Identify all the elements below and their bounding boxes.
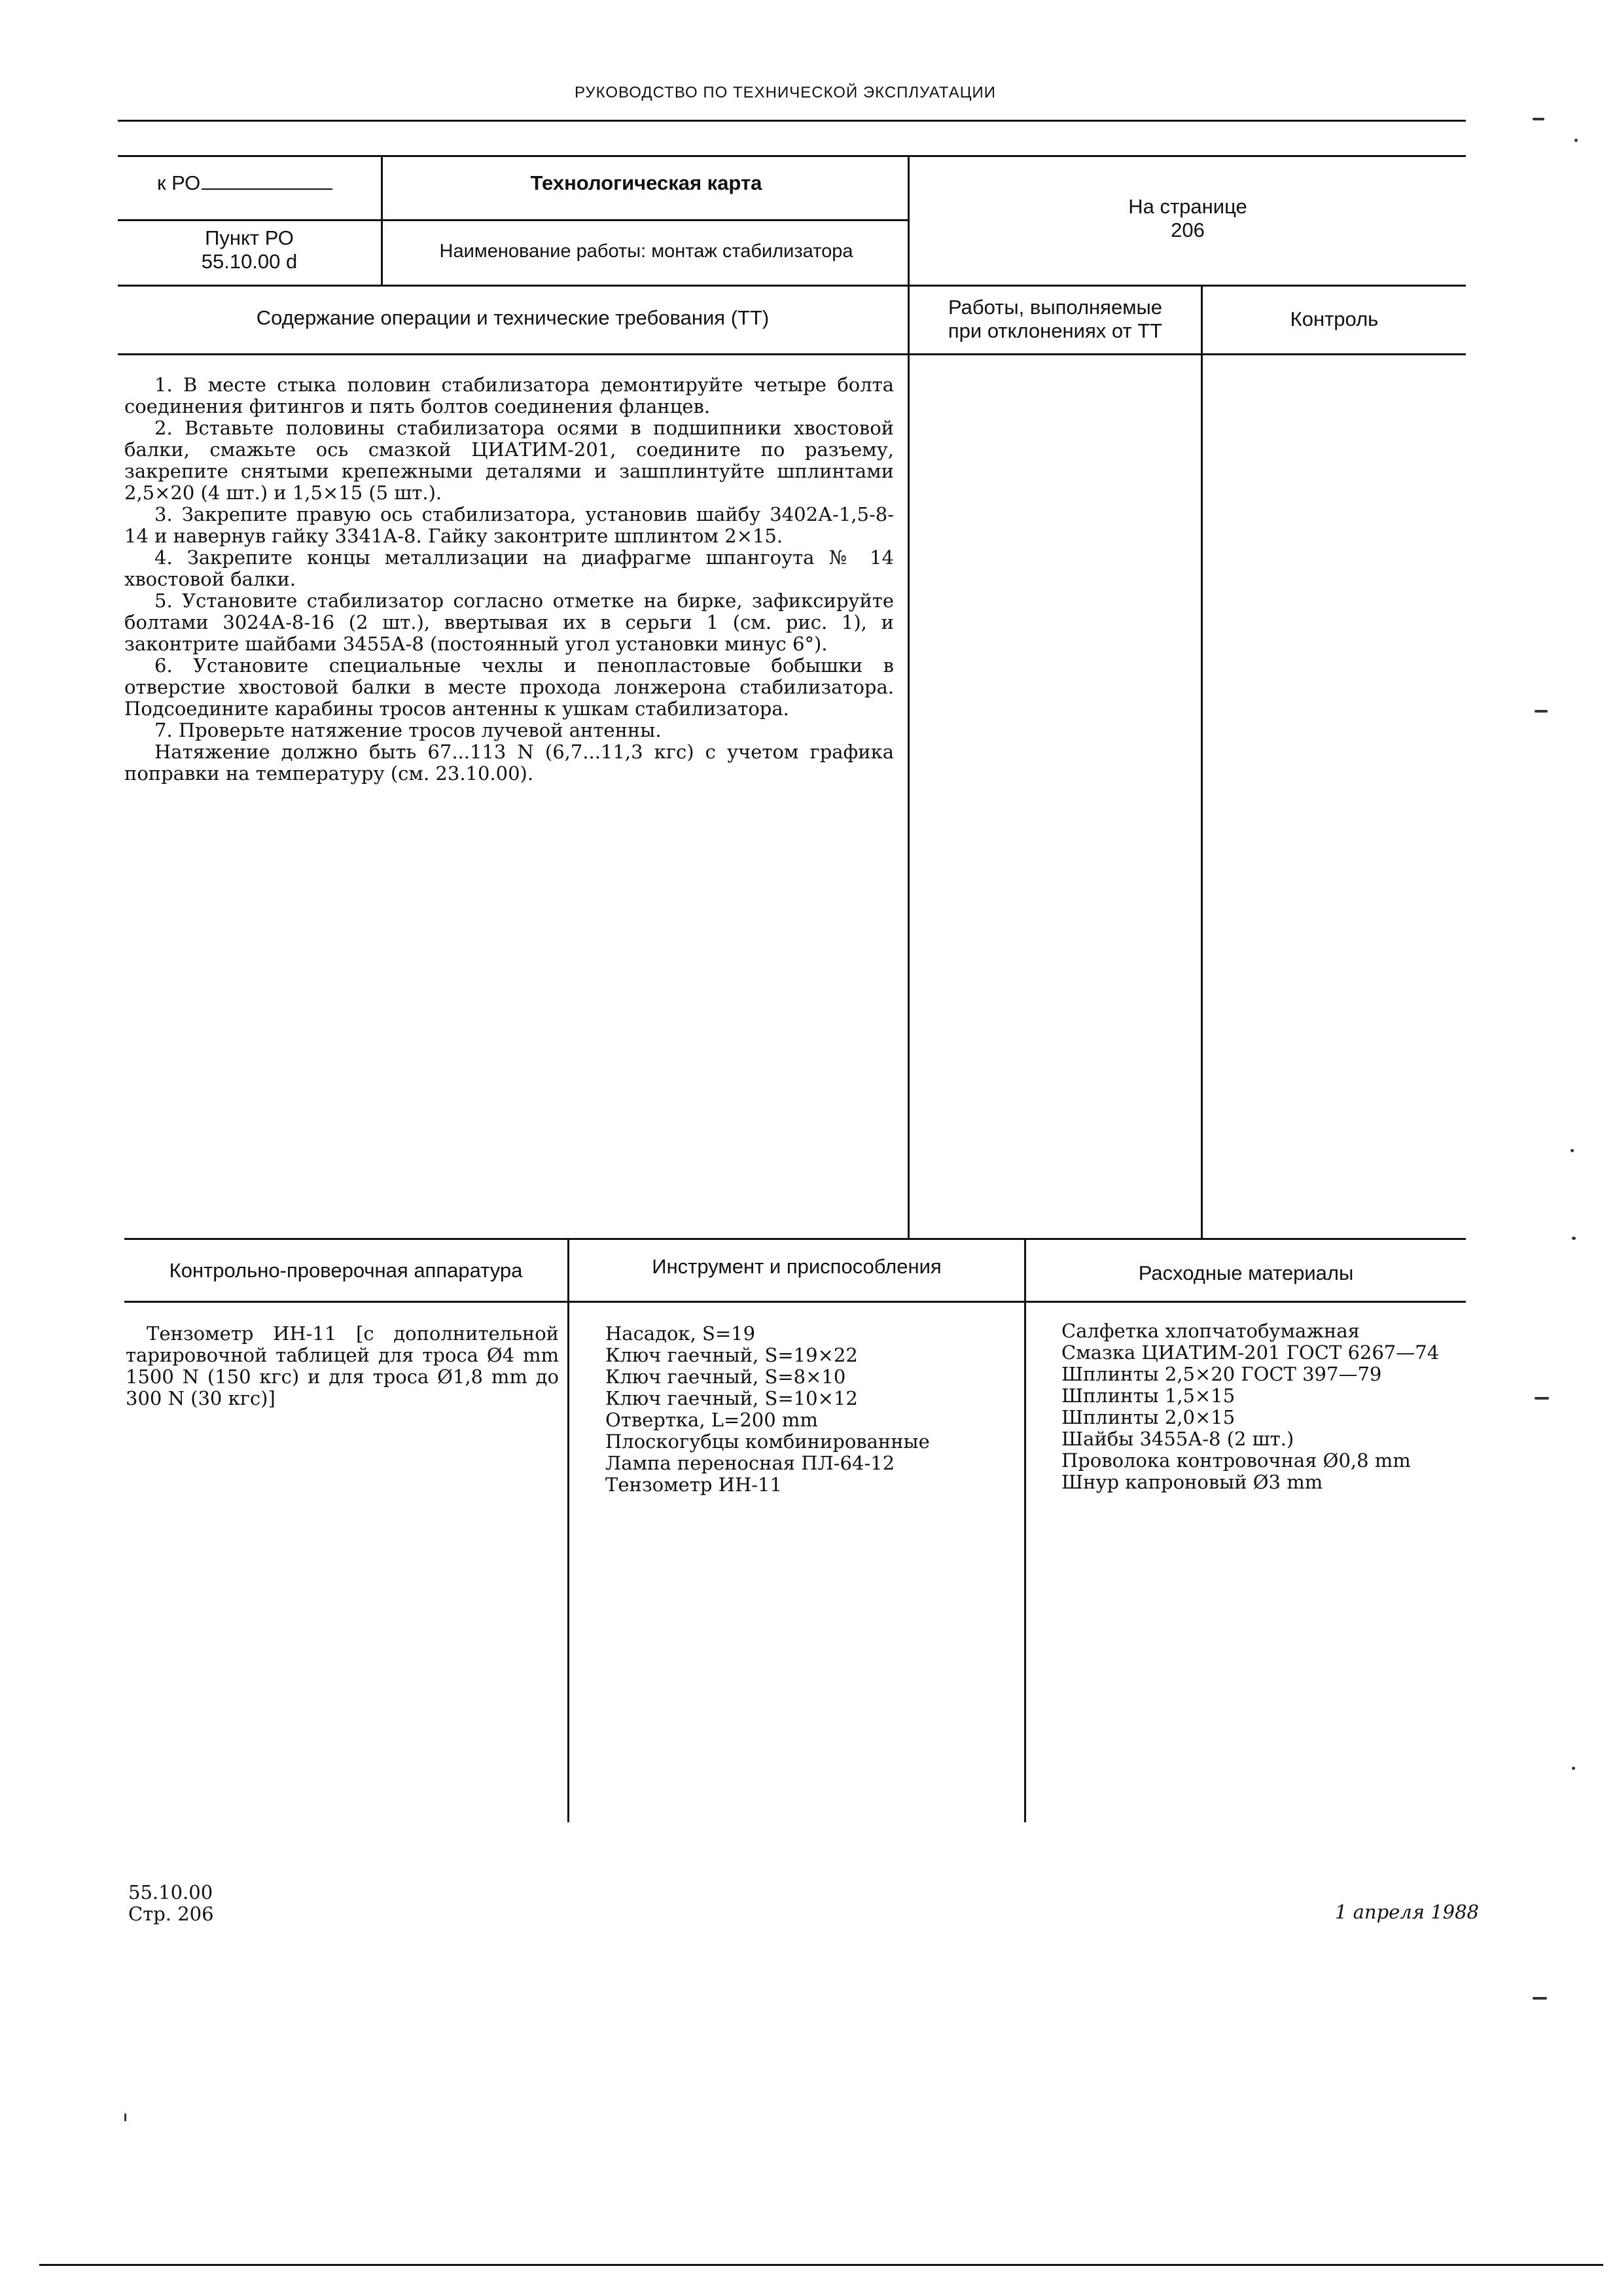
bottom-header-rule	[124, 1301, 1466, 1303]
page-cell	[913, 195, 1463, 242]
footer-section: 55.10.00	[128, 1881, 213, 1903]
col-deviations-line1: Работы, выполняемые	[948, 296, 1163, 319]
tool-item: Ключ гаечный, S=8×10	[605, 1366, 846, 1388]
col-tools: Инструмент и приспособления	[652, 1255, 942, 1278]
header-bottom-rule	[118, 285, 1466, 287]
tool-item: Лампа переносная ПЛ-64-12	[605, 1452, 895, 1474]
material-item: Салфетка хлопчатобумажная	[1061, 1320, 1360, 1342]
ref-label: к РО	[157, 171, 201, 194]
column-divider-2	[1201, 285, 1203, 1238]
tool-item: Ключ гаечный, S=10×12	[605, 1387, 858, 1409]
footer-date: 1 апреля 1988	[1334, 1901, 1479, 1923]
tool-item: Отвертка, L=200 mm	[605, 1409, 818, 1431]
card-title: Технологическая карта	[530, 171, 762, 194]
col-control: Контроль	[1290, 308, 1379, 330]
scan-mark	[124, 2113, 126, 2121]
col-deviations	[910, 296, 1201, 343]
scan-mark	[1533, 1997, 1547, 2000]
bottom-divider-1	[567, 1238, 569, 1822]
bottom-divider-2	[1024, 1238, 1026, 1822]
material-item: Шплинты 2,5×20 ГОСТ 397—79	[1061, 1363, 1382, 1385]
operation-item: 3. Закрепите правую ось стабилизатора, установив шайбу 3402А-1,5-8-14 и навернув гайку 3341А-8. Гайку законтрите шплинтом 2×15.	[124, 503, 894, 547]
operation-item: 1. В месте стыка половин стабилизатора демонтируйте четыре болта соединения фитингов и пять болтов соединения фланцев.	[124, 374, 894, 417]
work-name: Наименование работы: монтаж стабилизатора	[439, 241, 853, 262]
col-materials: Расходные материалы	[1138, 1262, 1354, 1284]
equipment-item: Тензометр ИН-11 [с дополнительной тарировочной таблицей для троса Ø4 mm 1500 N (150 кгс) и для троса Ø1,8 mm до 300 N (30 кгс)]	[126, 1322, 559, 1409]
scan-mark	[1533, 118, 1544, 120]
operation-item: 6. Установите специальные чехлы и пенопластовые бобышки в отверстие хвостовой балки в месте прохода лонжерона стабилизатора. Подсоедините карабины тросов антенны к ушкам стабилизатора.	[124, 654, 894, 720]
page-number: 206	[1171, 219, 1205, 241]
footer-page: Стр. 206	[128, 1903, 214, 1925]
material-item: Шплинты 2,0×15	[1061, 1406, 1235, 1428]
material-item: Смазка ЦИАТИМ-201 ГОСТ 6267—74	[1061, 1341, 1440, 1364]
item-number: 55.10.00 d	[201, 250, 298, 273]
material-item: Шплинты 1,5×15	[1061, 1385, 1235, 1407]
material-item: Проволока контровочная Ø0,8 mm	[1061, 1449, 1411, 1472]
table-top-rule	[118, 155, 1466, 157]
operation-item: 2. Вставьте половины стабилизатора осями в подшипники хвостовой балки, смажьте ось смазкой ЦИАТИМ-201, соедините по разъему, закрепите снятыми крепежными деталями и зашплинтуйте шплинтами 2,5×20 (4 шт.) и 1,5×15 (5 шт.).	[124, 417, 894, 504]
material-item: Шайбы 3455А-8 (2 шт.)	[1061, 1428, 1294, 1450]
col-equipment: Контрольно-проверочная аппаратура	[169, 1259, 523, 1282]
tool-item: Плоскогубцы комбинированные	[605, 1430, 930, 1453]
ref-cell	[157, 171, 373, 195]
columns-bottom-rule	[118, 353, 1466, 355]
item-cell	[118, 226, 381, 274]
tool-item: Насадок, S=19	[605, 1322, 756, 1345]
ref-blank	[202, 188, 332, 190]
col-operations: Содержание операции и технические требования (ТТ)	[256, 306, 770, 329]
footer-left	[128, 1882, 390, 1925]
page-bottom-rule	[39, 2264, 1603, 2266]
scan-mark	[1574, 139, 1578, 142]
col-deviations-line2: при отклонениях от ТТ	[948, 319, 1163, 342]
scan-mark	[1572, 1237, 1576, 1240]
scan-mark	[1571, 1149, 1574, 1152]
scan-mark	[1535, 1397, 1549, 1400]
operation-item: 7. Проверьте натяжение тросов лучевой антенны.	[154, 719, 662, 741]
scan-mark	[1572, 1767, 1575, 1770]
operations-list	[124, 374, 894, 785]
top-rule	[118, 120, 1466, 122]
material-item: Шнур капроновый Ø3 mm	[1061, 1471, 1323, 1493]
running-header: РУКОВОДСТВО ПО ТЕХНИЧЕСКОЙ ЭКСПЛУАТАЦИИ	[574, 84, 997, 101]
operation-item: 5. Установите стабилизатор согласно отметке на бирке, зафиксируйте болтами 3024А-8-16 (2 шт.), ввертывая их в серьги 1 (см. рис. 1), и законтрите шайбами 3455А-8 (постоянный угол установки минус 6°).	[124, 590, 894, 655]
item-label: Пункт РО	[205, 226, 294, 249]
tool-item: Ключ гаечный, S=19×22	[605, 1344, 858, 1366]
operation-item: Натяжение должно быть 67...113 N (6,7...11,3 кгс) с учетом графика поправки на температуру (см. 23.10.00).	[124, 741, 894, 785]
tool-item: Тензометр ИН-11	[605, 1474, 782, 1496]
tools-list	[605, 1323, 1018, 1496]
main-bottom-rule	[124, 1238, 1466, 1240]
page-label: На странице	[1128, 195, 1247, 218]
materials-list	[1061, 1320, 1461, 1493]
scan-mark	[1535, 710, 1548, 713]
equipment-text	[126, 1323, 559, 1409]
operation-item: 4. Закрепите концы металлизации на диафрагме шпангоута № 14 хвостовой балки.	[124, 546, 894, 590]
header-mid-rule	[118, 219, 910, 221]
header-divider-left	[381, 155, 383, 285]
